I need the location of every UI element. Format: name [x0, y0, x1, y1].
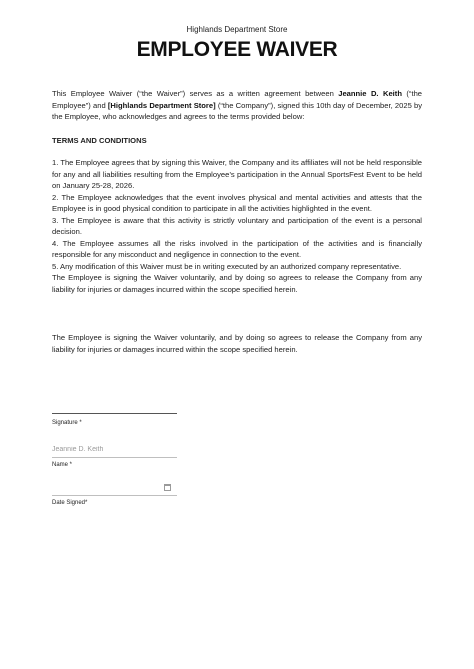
- term-item: 2. The Employee acknowledges that the event involves physical and mental activities and attests that the Employee is in good physical condition to participate in all the activities highlighted in the event.: [52, 192, 422, 213]
- date-signed-label: Date Signed*: [52, 500, 88, 506]
- employee-name: Jeannie D. Keith: [338, 89, 402, 98]
- name-input[interactable]: [52, 441, 177, 458]
- intro-text-1: This Employee Waiver (“the Waiver”) serves as a written agreement between: [52, 89, 339, 98]
- term-item: 5. Any modification of this Waiver must be in writing executed by an authorized company representative.: [52, 261, 402, 271]
- term-item: 3. The Employee is aware that this activity is strictly voluntary and participation of the event is a personal decision.: [52, 215, 422, 236]
- term-item: 4. The Employee assumes all the risks involved in the participation of the activities and is financially responsible for any misconduct and negligence in connection to the event.: [52, 238, 422, 259]
- intro-text-2: (“the Employee”) and: [52, 89, 423, 110]
- document-title: EMPLOYEE WAIVER: [136, 38, 338, 61]
- signature-label: Signature *: [52, 420, 82, 426]
- terms-list: [52, 157, 422, 295]
- term-item: 1. The Employee agrees that by signing this Waiver, the Company and its affiliates will not be held responsible for any and all liabilities resulting from the Employee’s participation in the Annual SportsFest Event to be held on January 25-28, 2026.: [52, 158, 422, 190]
- terms-heading: TERMS AND CONDITIONS: [52, 136, 147, 145]
- name-label: Name *: [52, 462, 73, 468]
- intro-paragraph: [52, 88, 422, 123]
- closing-paragraph: The Employee is signing the Waiver voluntarily, and by doing so agrees to release the Company from any liability for injuries or damages incurred within the scope specified herein.: [52, 333, 422, 354]
- company-name: Highlands Department Store: [186, 25, 288, 34]
- date-signed-field[interactable]: [52, 480, 177, 496]
- calendar-icon[interactable]: [164, 484, 171, 491]
- intro-text-3: (“the Company”), signed this 10th day of December, 2025 by the Employee, who acknowledges and agrees to the terms provided below:: [52, 100, 423, 121]
- signature-line[interactable]: [52, 413, 177, 414]
- term-item: The Employee is signing the Waiver voluntarily, and by doing so agrees to release the Company from any liability for injuries or damages incurred within the scope specified herein.: [52, 273, 422, 294]
- company-placeholder: [Highlands Department Store]: [107, 100, 216, 110]
